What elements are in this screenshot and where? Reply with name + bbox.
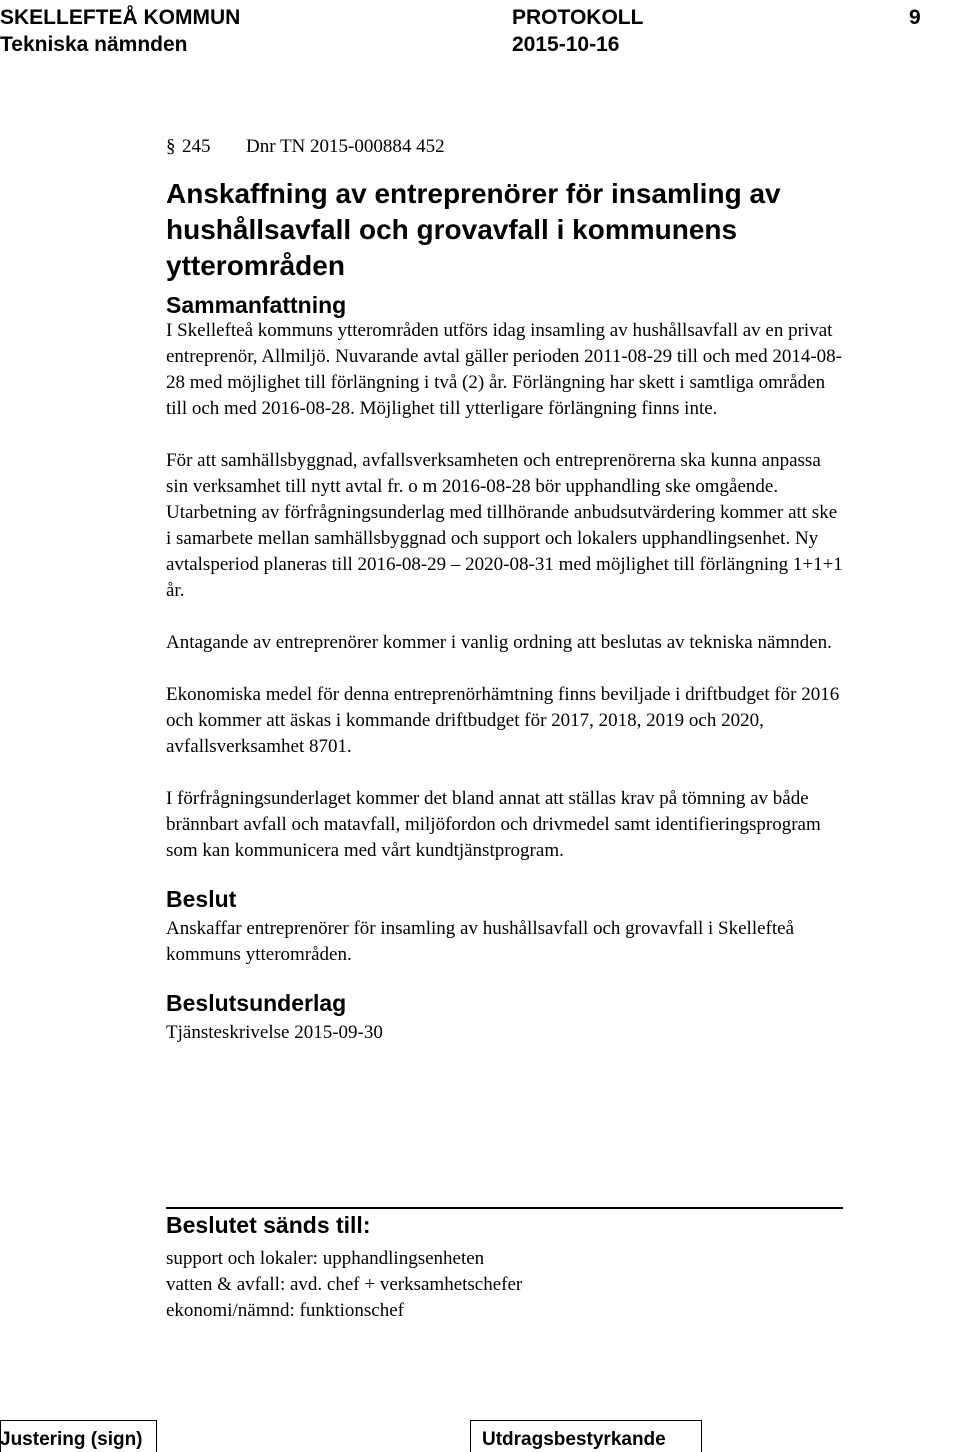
- recipient-item: support och lokaler: upphandlingsenheten: [166, 1248, 485, 1269]
- summary-paragraph: I förfrågningsunderlaget kommer det bland annat att ställas krav på tömning av både brännbart avfall och matavfall, miljöfordon och drivmedel samt identifieringsprogram som kan kommunicera med vårt kundtjänstprogram.: [166, 788, 821, 861]
- sent-to-heading: Beslutet sänds till:: [166, 1212, 371, 1238]
- basis-section: [166, 990, 846, 1046]
- summary-paragraph: I Skellefteå kommuns ytterområden utförs idag insamling av hushållsavfall av en privat entreprenör, Allmiljö. Nuvarande avtal gäller perioden 2011-08-29 till och med 2014-08-28 med möjlighet till förlängning i två (2) år. Förlängning har skett i samtliga områden till och med 2016-08-28. Möjlighet till ytterligare förlängning finns inte.: [166, 320, 843, 419]
- case-dnr: Dnr TN 2015-000884 452: [246, 136, 445, 157]
- summary-heading: Sammanfattning: [166, 292, 347, 318]
- page-number: 9: [909, 6, 921, 29]
- utdrag-label: Utdragsbestyrkande: [482, 1429, 666, 1450]
- document-type: PROTOKOLL: [512, 6, 644, 29]
- decision-heading: Beslut: [166, 886, 237, 912]
- justering-label: Justering (sign): [0, 1429, 143, 1450]
- org-name: SKELLEFTEÅ KOMMUN: [0, 6, 241, 29]
- sent-to-section: [166, 1212, 846, 1324]
- page-footer: [0, 1425, 960, 1451]
- recipient-item: vatten & avfall: avd. chef + verksamhetschefer: [166, 1274, 523, 1295]
- summary-paragraph: Antagande av entreprenörer kommer i vanlig ordning att beslutas av tekniska nämnden.: [166, 632, 832, 653]
- case-title: Anskaffning av entreprenörer för insamling av hushållsavfall och grovavfall i kommunens ytterområden: [166, 178, 781, 281]
- paragraph-mark: §: [166, 136, 176, 157]
- separator-line: [166, 1207, 843, 1209]
- department-name: Tekniska nämnden: [0, 33, 188, 56]
- basis-heading: Beslutsunderlag: [166, 990, 347, 1016]
- decision-text: Anskaffar entreprenörer för insamling av hushållsavfall och grovavfall i Skellefteå kommuns ytterområden.: [166, 918, 795, 965]
- decision-section: [166, 886, 846, 968]
- recipient-item: ekonomi/nämnd: funktionschef: [166, 1300, 404, 1321]
- summary-section: [166, 292, 846, 864]
- protocol-date: 2015-10-16: [512, 33, 620, 56]
- basis-text: Tjänsteskrivelse 2015-09-30: [166, 1022, 383, 1043]
- summary-paragraph: För att samhällsbyggnad, avfallsverksamheten och entreprenörerna ska kunna anpassa sin verksamhet till nytt avtal fr. o m 2016-08-28 bör upphandling ske omgående. Utarbetning av förfrågningsunderlag med tillhörande anbudsutvärdering kommer att ske i samarbete mellan samhällsbyggnad och support och lokalers upphandlingsenhet. Ny avtalsperiod planeras till 2016-08-29 – 2020-08-31 med möjlighet till förlängning 1+1+1 år.: [166, 450, 843, 601]
- protocol-body: [166, 134, 846, 1046]
- summary-paragraph: Ekonomiska medel för denna entreprenörhämtning finns beviljade i driftbudget för 2016 och kommer att äskas i kommande driftbudget för 2017, 2018, 2019 och 2020, avfallsverksamhet 8701.: [166, 684, 840, 757]
- page-header: [0, 0, 960, 60]
- case-number: 245: [182, 136, 211, 157]
- case-line: [166, 134, 846, 160]
